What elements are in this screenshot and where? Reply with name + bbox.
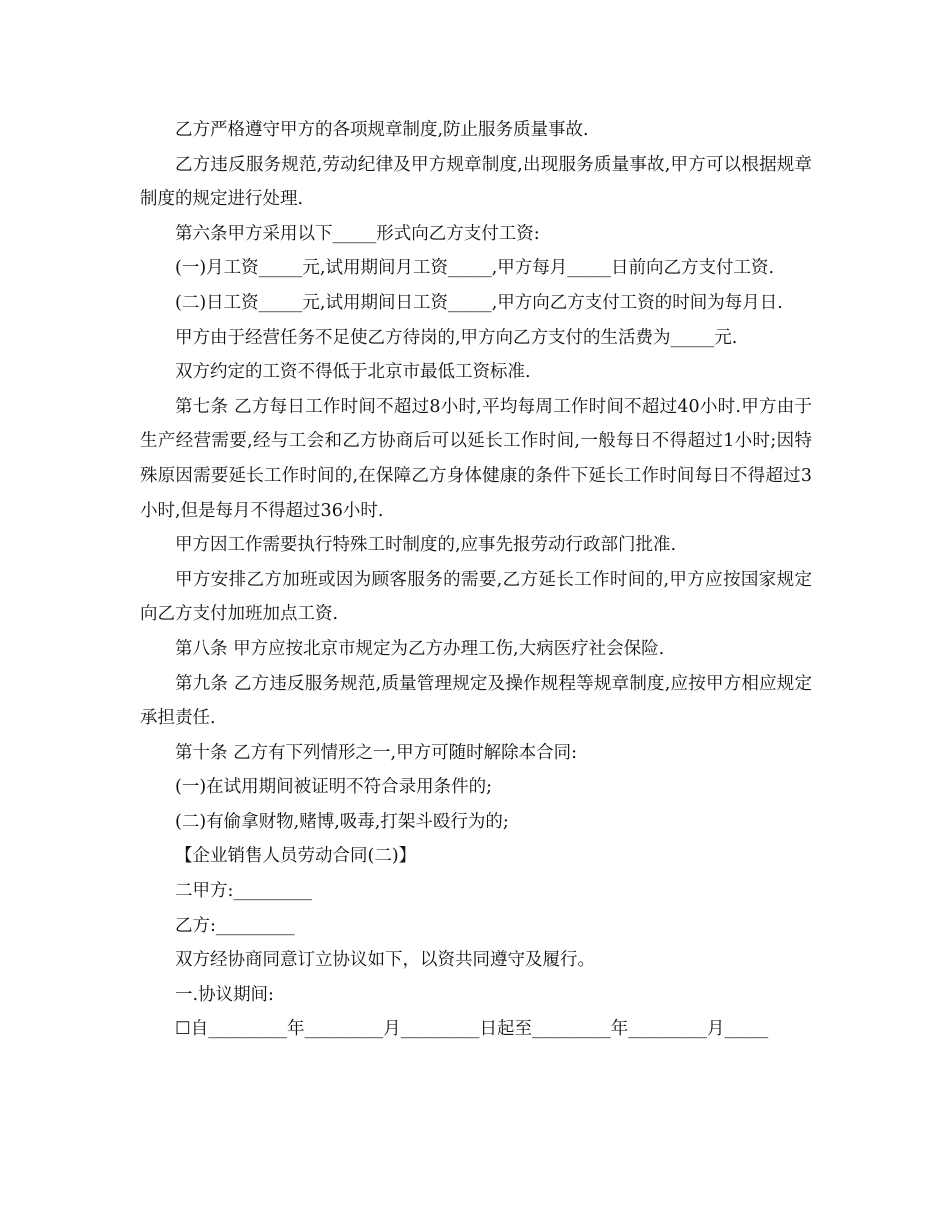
paragraph: 第十条 乙方有下列情形之一,甲方可随时解除本合同: [175,742,578,763]
paragraph: (一)月工资_____元,试用期间月工资_____,甲方每月_____日前向乙方支付工资. [175,258,775,279]
paragraph: 第八条 甲方应按北京市规定为乙方办理工伤,大病医疗社会保险. [175,638,665,659]
paragraph: (二)日工资_____元,试用期间日工资_____,甲方向乙方支付工资的时间为每月日. [175,292,783,313]
paragraph: 甲方由于经营任务不足使乙方待岗的,甲方向乙方支付的生活费为_____元. [175,327,738,348]
paragraph: 甲方因工作需要执行特殊工时制度的,应事先报劳动行政部门批准. [175,535,677,556]
paragraph: 第七条 乙方每日工作时间不超过8小时,平均每周工作时间不超过40小时.甲方由于生产经营需要,经与工会和乙方协商后可以延长工作时间,一般每日不得超过1小时;因特殊原因需要延长工作时间的,在保障乙方身体健康的条件下延长工作时间每日不得超过3小时,但是每月不得超过36小时. [140,396,812,521]
section-title: 【企业销售人员劳动合同(二)】 [175,846,417,867]
paragraph: (二)有偷拿财物,赌博,吸毒,打架斗殴行为的; [175,811,509,832]
party-b-line: 乙方:_________ [175,915,295,936]
paragraph: 乙方严格遵守甲方的各项规章制度,防止服务质量事故. [175,120,589,140]
paragraph: 双方约定的工资不得低于北京市最低工资标准. [175,362,531,383]
party-a-line: 二甲方:_________ [175,881,313,902]
paragraph: 第九条 乙方违反服务规范,质量管理规定及操作规程等规章制度,应按甲方相应规定承担责任. [140,673,812,729]
paragraph: 甲方安排乙方加班或因为顾客服务的需要,乙方延长工作时间的,甲方应按国家规定向乙方支付加班加点工资. [140,569,812,625]
document-page [140,113,812,1047]
paragraph: 第六条甲方采用以下_____形式向乙方支付工资: [175,223,540,244]
paragraph: (一)在试用期间被证明不符合录用条件的; [175,777,493,798]
agreement-period-line: ☐自_________年_________月_________日起至_________年_________月_____ [175,1019,769,1040]
paragraph: 乙方违反服务规范,劳动纪律及甲方规章制度,出现服务质量事故,甲方可以根据规章制度的规定进行处理. [140,154,812,210]
paragraph: 一.协议期间: [175,984,274,1005]
paragraph: 双方经协商同意订立协议如下，以资共同遵守及履行。 [175,950,595,971]
